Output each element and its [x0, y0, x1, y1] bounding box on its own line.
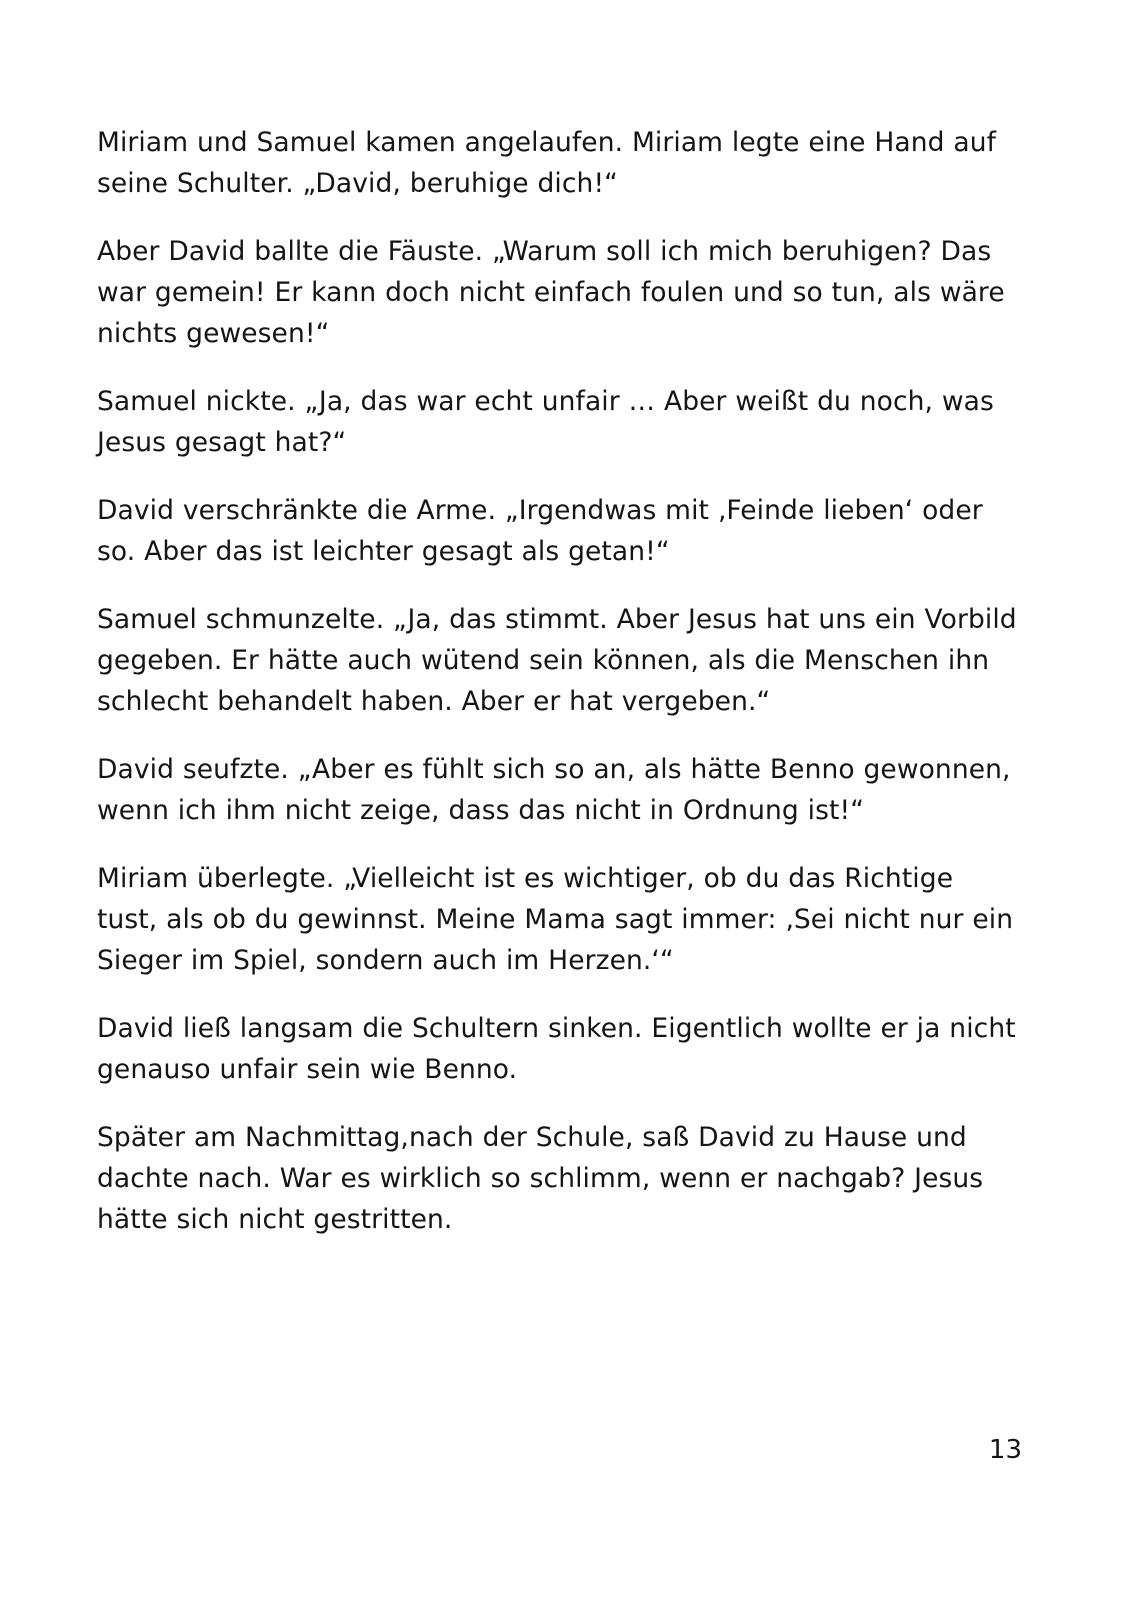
page-body-text	[97, 122, 1022, 1240]
paragraph: Miriam überlegte. „Vielleicht ist es wichtiger, ob du das Richtige tust, als ob du gewinnst. Meine Mama sagt immer: ‚Sei nicht nur ein Sieger im Spiel, sondern auch im Herzen.‘“	[97, 863, 1014, 976]
page-number: 13	[988, 1435, 1022, 1465]
paragraph: Aber David ballte die Fäuste. „Warum soll ich mich beruhigen? Das war gemein! Er kann doch nicht einfach foulen und so tun, als wäre nichts gewesen!“	[97, 236, 1005, 349]
paragraph: Samuel schmunzelte. „Ja, das stimmt. Aber Jesus hat uns ein Vorbild gegeben. Er hätte auch wütend sein können, als die Menschen ihn schlecht behandelt haben. Aber er hat vergeben.“	[97, 604, 1017, 717]
paragraph: David verschränkte die Arme. „Irgendwas mit ‚Feinde lieben‘ oder so. Aber das ist leichter gesagt als getan!“	[97, 495, 983, 567]
paragraph: Samuel nickte. „Ja, das war echt unfair … Aber weißt du noch, was Jesus gesagt hat?“	[97, 386, 994, 458]
paragraph: Später am Nachmittag,nach der Schule, saß David zu Hause und dachte nach. War es wirklich so schlimm, wenn er nachgab? Jesus hätte sich nicht gestritten.	[97, 1122, 984, 1235]
paragraph: Miriam und Samuel kamen angelaufen. Miriam legte eine Hand auf seine Schulter. „David, beruhige dich!“	[97, 127, 997, 199]
paragraph: David seufzte. „Aber es fühlt sich so an, als hätte Benno gewonnen, wenn ich ihm nicht zeige, dass das nicht in Ordnung ist!“	[97, 754, 1011, 826]
paragraph: David ließ langsam die Schultern sinken. Eigentlich wollte er ja nicht genauso unfair sein wie Benno.	[97, 1013, 1016, 1085]
